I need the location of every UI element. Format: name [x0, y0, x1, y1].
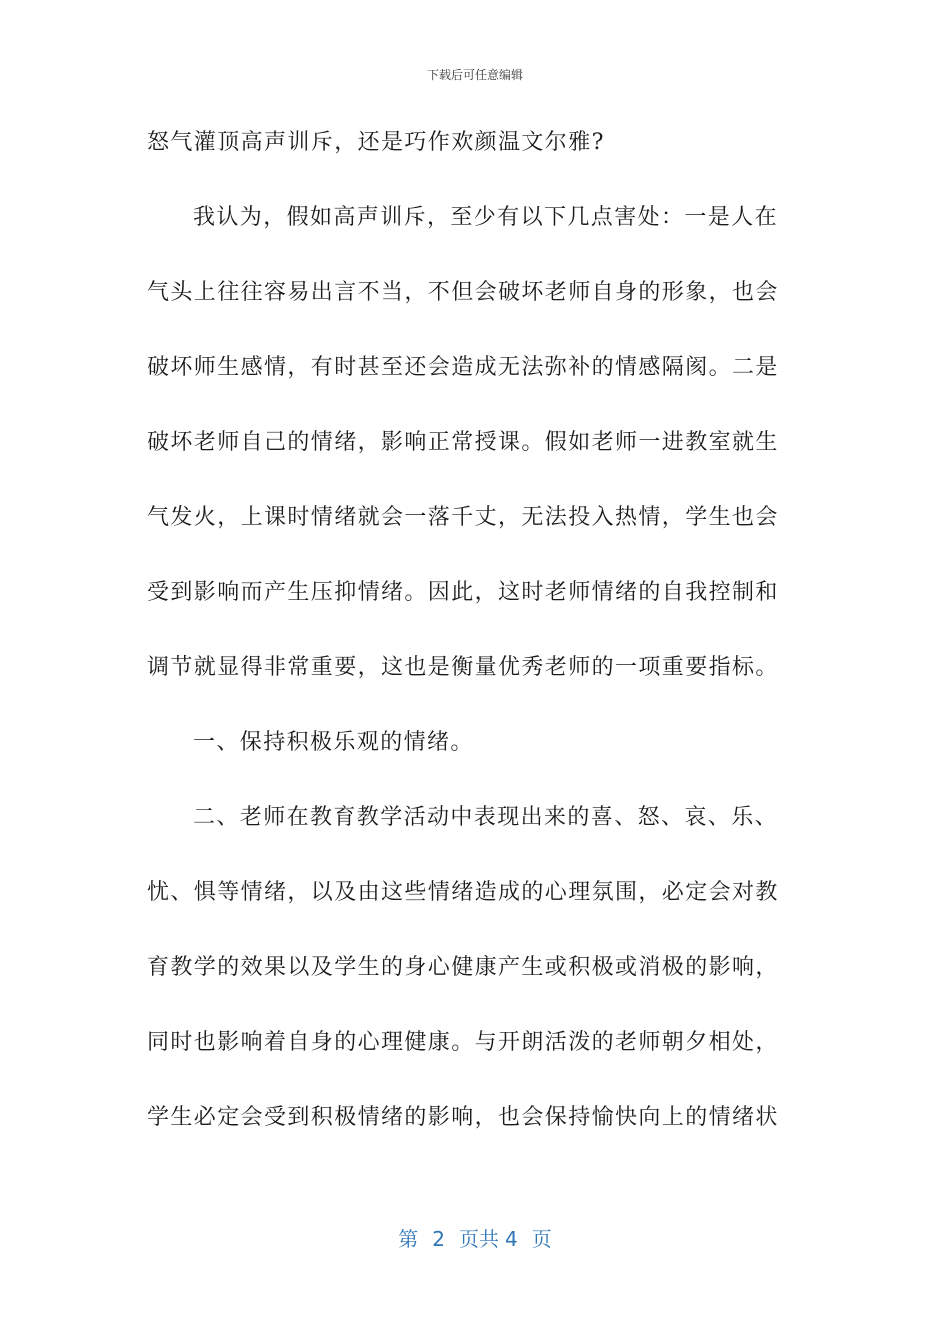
body-line: 怒气灌顶高声训斥，还是巧作欢颜温文尔雅? — [147, 130, 605, 155]
body-line: 育教学的效果以及学生的身心健康产生或积极或消极的影响， — [147, 955, 779, 980]
body-line: 同时也影响着自身的心理健康。与开朗活泼的老师朝夕相处， — [147, 1030, 779, 1055]
body-line: 气发火，上课时情绪就会一落千丈，无法投入热情，学生也会 — [147, 505, 779, 530]
page-header: 下载后可任意编辑 — [426, 68, 523, 82]
paragraph-first-line: 二、老师在教育教学活动中表现出来的喜、怒、哀、乐、 — [193, 805, 779, 830]
document-body — [147, 118, 807, 1168]
footer-ye-gong-label: 页共 — [459, 1227, 499, 1251]
body-line: 受到影响而产生压抑情绪。因此，这时老师情绪的自我控制和 — [147, 580, 779, 605]
paragraph-first-line: 我认为，假如高声训斥，至少有以下几点害处：一是人在 — [193, 205, 779, 230]
footer-ye-label: 页 — [531, 1227, 552, 1251]
total-page-count: 4 — [505, 1227, 518, 1251]
body-line: 调节就显得非常重要，这也是衡量优秀老师的一项重要指标。 — [147, 655, 779, 680]
body-line: 破坏老师自己的情绪，影响正常授课。假如老师一进教室就生 — [147, 430, 779, 455]
page-footer — [0, 1222, 950, 1256]
footer-di-label: 第 — [398, 1227, 419, 1251]
body-line: 破坏师生感情，有时甚至还会造成无法弥补的情感隔阂。二是 — [147, 355, 779, 380]
body-line: 学生必定会受到积极情绪的影响，也会保持愉快向上的情绪状 — [147, 1105, 779, 1130]
section-heading-one: 一、保持积极乐观的情绪。 — [193, 730, 474, 755]
current-page-number: 2 — [432, 1227, 445, 1251]
body-line: 气头上往往容易出言不当，不但会破坏老师自身的形象，也会 — [147, 280, 779, 305]
body-line: 忧、惧等情绪，以及由这些情绪造成的心理氛围，必定会对教 — [147, 880, 779, 905]
